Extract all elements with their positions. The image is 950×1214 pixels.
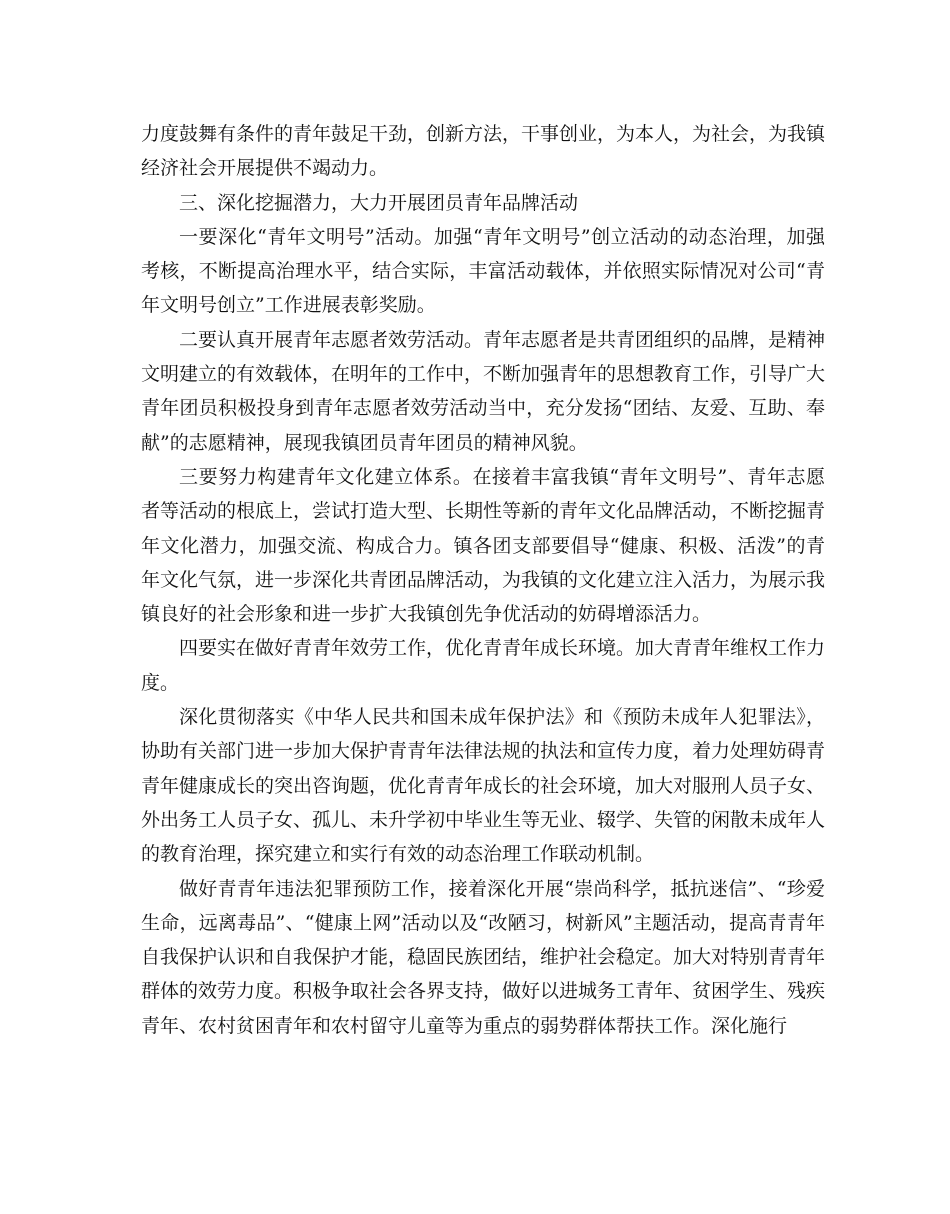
document-body <box>141 117 825 1043</box>
paragraph: 四要实在做好青青年效劳工作，优化青青年成长环境。加大青青年维权工作力度。 <box>141 637 826 694</box>
paragraph: 三要努力构建青年文化建立体系。在接着丰富我镇“青年文明号”、青年志愿者等活动的根底上，尝试打造大型、长期性等新的青年文化品牌活动，不断挖掘青年文化潜力，加强交流、构成合力。镇各团支部要倡导“健康、积极、活泼”的青年文化气氛，进一步深化共青团品牌活动，为我镇的文化建立注入活力，为展示我镇良好的社会形象和进一步扩大我镇创先争优活动的妨碍增添活力。 <box>141 465 826 626</box>
section-heading: 三、深化挖掘潜力，大力开展团员青年品牌活动 <box>179 191 579 214</box>
paragraph-continuation: 力度鼓舞有条件的青年鼓足干劲，创新方法，干事创业，为本人，为社会，为我镇经济社会开展提供不竭动力。 <box>141 123 826 180</box>
paragraph: 深化贯彻落实《中华人民共和国未成年保护法》和《预防未成年人犯罪法》，协助有关部门进一步加大保护青青年法律法规的执法和宣传力度，着力处理妨碍青青年健康成长的突出咨询题，优化青青年成长的社会环境，加大对服刑人员子女、外出务工人员子女、孤儿、未升学初中毕业生等无业、辍学、失管的闲散未成年人的教育治理，探究建立和实行有效的动态治理工作联动机制。 <box>141 706 826 866</box>
paragraph: 做好青青年违法犯罪预防工作，接着深化开展“崇尚科学，抵抗迷信”、“珍爱生命，远离毒品”、“健康上网”活动以及“改陋习，树新风”主题活动，提高青青年自我保护认识和自我保护才能，稳固民族团结，维护社会稳定。加大对特别青青年群体的效劳力度。积极争取社会各界支持，做好以进城务工青年、贫困学生、残疾青年、农村贫困青年和农村留守儿童等为重点的弱势群体帮扶工作。深化施行 <box>141 877 826 1037</box>
paragraph: 二要认真开展青年志愿者效劳活动。青年志愿者是共青团组织的品牌，是精神文明建立的有效载体，在明年的工作中，不断加强青年的思想教育工作，引导广大青年团员积极投身到青年志愿者效劳活动当中，充分发扬“团结、友爱、互助、奉献”的志愿精神，展现我镇团员青年团员的精神风貌。 <box>141 328 826 454</box>
paragraph: 一要深化“青年文明号”活动。加强“青年文明号”创立活动的动态治理，加强考核，不断提高治理水平，结合实际，丰富活动载体，并依照实际情况对公司“青年文明号创立”工作进展表彰奖励。 <box>141 225 825 317</box>
